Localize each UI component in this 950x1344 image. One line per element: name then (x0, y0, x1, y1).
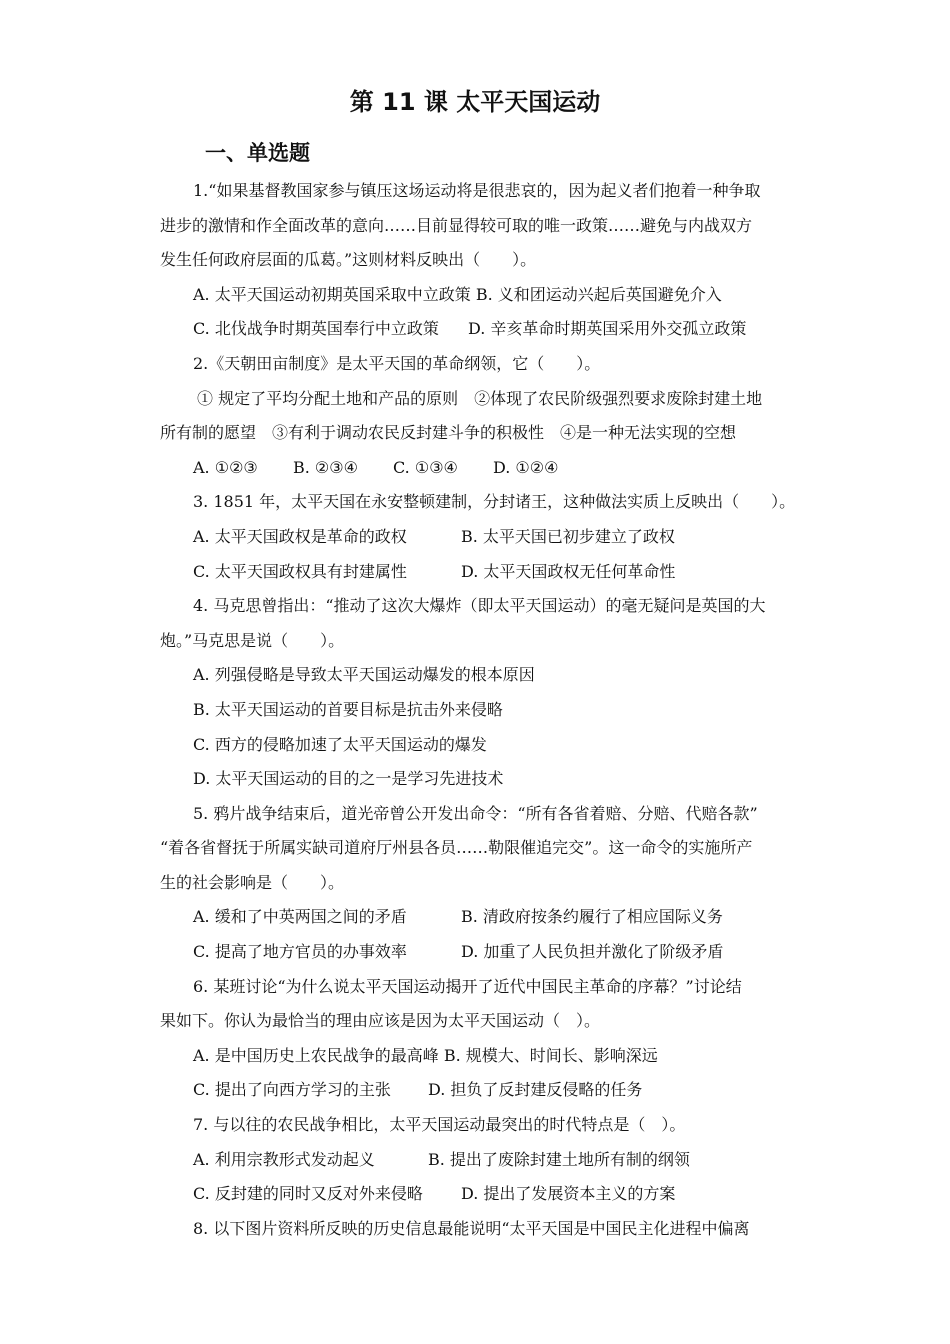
question-list (160, 174, 795, 1246)
question-1-options-ab: A. 太平天国运动初期英国采取中立政策 B. 义和团运动兴起后英国避免介入 (193, 284, 722, 304)
question-4-option-a: A. 列强侵略是导致太平天国运动爆发的根本原因 (193, 665, 535, 685)
question-3-line-1: 3. 1851 年，太平天国在永安整顿建制，分封诸王，这种做法实质上反映出（ ）。 (193, 492, 796, 512)
question-1-options-cd (160, 312, 795, 347)
question-2-line-3: 所有制的愿望 ③有利于调动农民反封建斗争的积极性 ④是一种无法实现的空想 (160, 423, 737, 443)
question-3-option-d: D. 太平天国政权无任何革命性 (461, 561, 676, 581)
question-5-line-1: 5. 鸦片战争结束后，道光帝曾公开发出命令：“所有各省着赔、分赔、代赔各款” (193, 803, 758, 823)
question-4-option-c: C. 西方的侵略加速了太平天国运动的爆发 (193, 734, 487, 754)
question-7-option-d: D. 提出了发展资本主义的方案 (461, 1184, 676, 1204)
question-1-line-1: 1.“如果基督教国家参与镇压这场运动将是很悲哀的，因为起义者们抱着一种争取 (193, 181, 761, 200)
question-2-line-1: 2.《天朝田亩制度》是太平天国的革命纲领，它（ ）。 (193, 353, 601, 373)
question-5-option-d: D. 加重了人民负担并激化了阶级矛盾 (461, 942, 724, 962)
question-5-option-a: A. 缓和了中英两国之间的矛盾 (193, 907, 407, 927)
question-4-option-b: B. 太平天国运动的首要目标是抗击外来侵略 (193, 699, 503, 719)
question-1-line-2: 进步的激情和作全面改革的意向……目前显得较可取的唯一政策……避免与内战双方 (160, 215, 753, 235)
question-7-options-ab (160, 1143, 795, 1178)
question-5-line-2: “着各省督抚于所属实缺司道府厅州县各员……勒限催追完交”。这一命令的实施所产 (160, 838, 753, 858)
question-4-option-d: D. 太平天国运动的目的之一是学习先进技术 (193, 769, 504, 789)
question-6-line-1: 6. 某班讨论“为什么说太平天国运动揭开了近代中国民主革命的序幕？”讨论结 (193, 976, 742, 996)
question-6-line-2: 果如下。你认为最恰当的理由应该是因为太平天国运动（ ）。 (160, 1011, 601, 1031)
question-3-option-a: A. 太平天国政权是革命的政权 (193, 526, 407, 546)
question-8-line-1: 8. 以下图片资料所反映的历史信息最能说明“太平天国是中国民主化进程中偏离 (193, 1218, 750, 1238)
question-7-option-a: A. 利用宗教形式发动起义 (193, 1149, 375, 1169)
question-7-option-c: C. 反封建的同时又反对外来侵略 (193, 1184, 423, 1204)
question-3-options-cd (160, 555, 795, 590)
question-2-option-c: C. ①③④ (393, 457, 458, 477)
question-5-option-b: B. 清政府按条约履行了相应国际义务 (461, 907, 723, 927)
question-1-line-3: 发生任何政府层面的瓜葛。”这则材料反映出（ ）。 (160, 250, 537, 270)
question-5-options-ab (160, 900, 795, 935)
question-6-option-d: D. 担负了反封建反侵略的任务 (428, 1080, 643, 1100)
question-7-line-1: 7. 与以往的农民战争相比，太平天国运动最突出的时代特点是（ ）。 (193, 1115, 686, 1135)
question-5-options-cd (160, 935, 795, 970)
question-6-options-ab: A. 是中国历史上农民战争的最高峰 B. 规模大、时间长、影响深远 (193, 1045, 658, 1065)
question-2-option-b: B. ②③④ (293, 457, 358, 477)
question-1-option-d: D. 辛亥革命时期英国采用外交孤立政策 (468, 319, 747, 339)
question-5-line-3: 生的社会影响是（ ）。 (160, 872, 345, 892)
question-4-line-1: 4. 马克思曾指出：“推动了这次大爆炸（即太平天国运动）的毫无疑问是英国的大 (193, 596, 766, 616)
question-6-option-c: C. 提出了向西方学习的主张 (193, 1080, 391, 1100)
question-2-option-a: A. ①②③ (193, 457, 258, 477)
question-7-options-cd (160, 1177, 795, 1212)
question-6-options-cd (160, 1073, 795, 1108)
question-2-line-2: ① 规定了平均分配土地和产品的原则 ②体现了农民阶级强烈要求废除封建土地 (197, 388, 763, 408)
question-3-option-b: B. 太平天国已初步建立了政权 (461, 526, 675, 546)
question-7-option-b: B. 提出了废除封建土地所有制的纲领 (428, 1149, 690, 1169)
question-1-option-c: C. 北伐战争时期英国奉行中立政策 (193, 319, 439, 339)
question-5-option-c: C. 提高了地方官员的办事效率 (193, 942, 407, 962)
question-4-line-2: 炮。”马克思是说（ ）。 (160, 630, 345, 650)
question-3-options-ab (160, 520, 795, 555)
question-2-option-d: D. ①②④ (493, 457, 559, 477)
question-3-option-c: C. 太平天国政权具有封建属性 (193, 561, 407, 581)
page-title: 第 11 课 太平天国运动 (349, 88, 601, 116)
section-heading: 一、单选题 (205, 141, 310, 165)
question-2-options (160, 451, 795, 486)
